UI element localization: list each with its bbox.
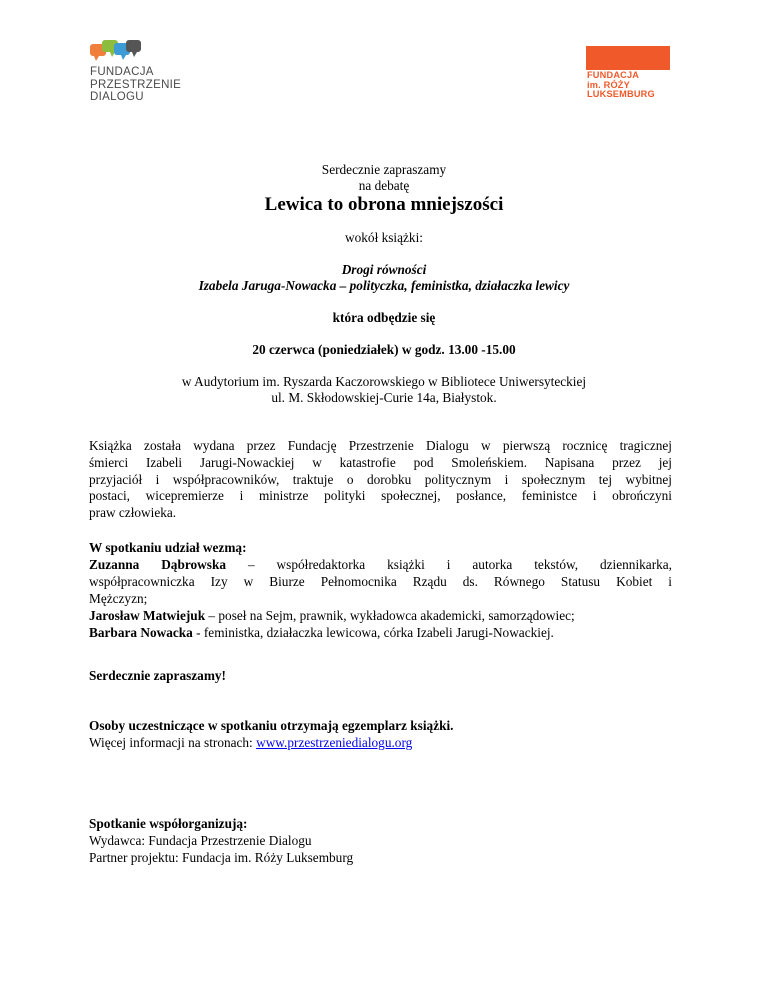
event-date: 20 czerwca (poniedziałek) w godz. 13.00 -15.00 xyxy=(252,342,516,357)
participant-2-name: Jarosław Matwiejuk xyxy=(89,608,206,623)
book-subtitle: Izabela Jaruga-Nowacka – polityczka, feministka, działaczka lewicy xyxy=(198,278,570,293)
venue-line-1: w Audytorium im. Ryszarda Kaczorowskiego w Bibliotece Uniwersyteckiej xyxy=(181,374,587,389)
description-paragraph xyxy=(89,438,672,522)
participant-2 xyxy=(89,608,575,625)
closing-invite: Serdecznie zapraszamy! xyxy=(89,668,226,683)
description-line: Książka została wydana przez Fundację Przestrzenie Dialogu w pierwszą rocznicę tragicznej xyxy=(89,438,672,453)
organizers-heading: Spotkanie współorganizują: xyxy=(89,816,248,831)
more-info xyxy=(89,735,412,752)
logo-right-line: im. RÓŻY xyxy=(587,79,630,90)
invite-line-2: na debatę xyxy=(358,178,410,193)
book-title: Drogi równości xyxy=(341,262,427,277)
fundacja-roza-luksemburg-logo xyxy=(586,46,670,100)
more-info-label: Więcej informacji na stronach: xyxy=(89,735,257,750)
participant-1 xyxy=(89,557,672,607)
fundacja-przestrzenie-dialogu-logo xyxy=(88,38,198,108)
description-line: postaci, wicepremierze i ministrze polityki społecznej, posłance, feministce i obrończyni xyxy=(89,488,672,504)
participants-heading: W spotkaniu udział wezmą: xyxy=(89,540,247,555)
logo-left-line: DIALOGU xyxy=(90,91,144,103)
publisher-line: Wydawca: Fundacja Przestrzenie Dialogu xyxy=(89,833,312,848)
website-link[interactable]: www.przestrzeniedialogu.org xyxy=(256,735,413,750)
participant-3-name: Barbara Nowacka xyxy=(89,625,193,640)
description-line: praw człowieka. xyxy=(89,505,177,521)
participant-1-desc-3: Mężczyzn; xyxy=(89,590,148,606)
participant-3-desc: - feministka, działaczka lewicowa, córka Izabeli Jarugi-Nowackiej. xyxy=(192,625,554,640)
participant-1-desc-2: współpracowniczka Izy w Biurze Pełnomocnika Rządu ds. Równego Statusu Kobiet i xyxy=(89,573,672,589)
takes-place-label: która odbędzie się xyxy=(332,310,436,325)
logo-left-line: PRZESTRZENIE xyxy=(90,78,182,91)
invite-line-1: Serdecznie zapraszamy xyxy=(321,162,447,177)
partner-line: Partner projektu: Fundacja im. Róży Luksemburg xyxy=(89,850,354,865)
logo-left-line: FUNDACJA xyxy=(90,66,154,78)
logo-right-line: FUNDACJA xyxy=(587,70,640,80)
logo-right-line: LUKSEMBURG xyxy=(587,89,655,100)
logo-color-block xyxy=(586,46,670,70)
speech-bubbles-icon xyxy=(88,38,148,64)
participant-1-desc-1: – współredaktorka książki i autorka tekstów, dziennikarka, xyxy=(226,557,672,572)
around-book-label: wokół książki: xyxy=(345,230,423,245)
event-title: Lewica to obrona mniejszości xyxy=(264,194,504,215)
copy-note: Osoby uczestniczące w spotkaniu otrzymają egzemplarz książki. xyxy=(89,718,454,733)
participant-2-desc: – poseł na Sejm, prawnik, wykładowca akademicki, samorządowiec; xyxy=(205,608,575,623)
participant-3 xyxy=(89,625,554,642)
participant-1-name: Zuzanna Dąbrowska xyxy=(89,557,226,572)
venue-line-2: ul. M. Skłodowskiej-Curie 14a, Białystok. xyxy=(271,390,497,405)
description-line: przyjaciół i współpracowników, traktuje o dorobku politycznym i społecznym tej wybitnej xyxy=(89,471,672,487)
description-line: śmierci Izabeli Jarugi-Nowackiej w katastrofie pod Smoleńskiem. Napisana przez jej xyxy=(89,454,672,470)
